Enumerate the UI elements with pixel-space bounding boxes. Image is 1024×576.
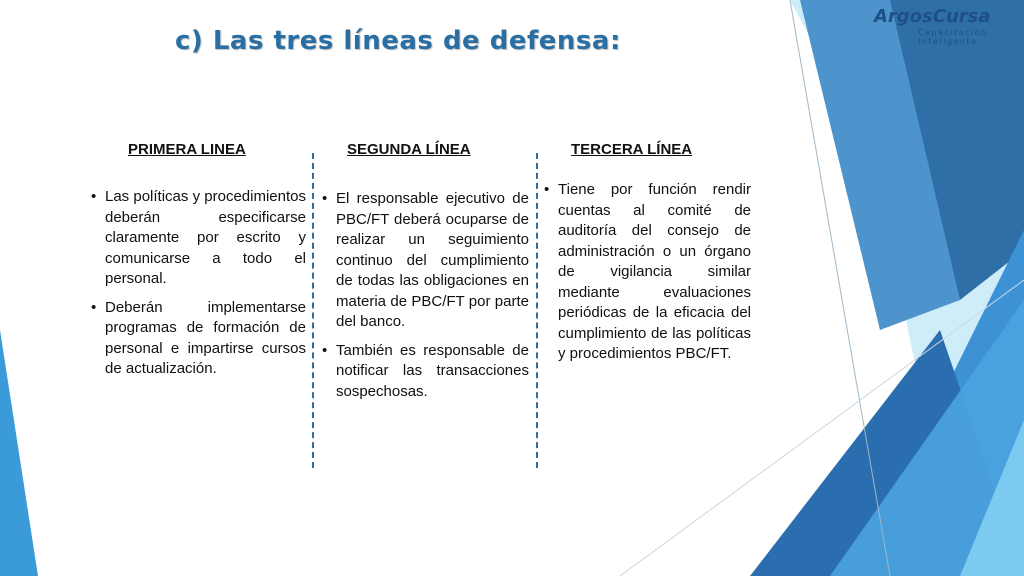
column-primera-linea: [91, 187, 306, 388]
logo-tagline-1: Capacitación: [918, 28, 988, 37]
bullet-item: • Las políticas y procedimientos deberán especificarse claramente por escrito y comunicarse a todo el personal.: [91, 187, 306, 290]
bullet-item: • Deberán implementarse programas de formación de personal e impartirse cursos de actualización.: [91, 298, 306, 380]
bullet-item: • También es responsable de notificar las transacciones sospechosas.: [322, 341, 529, 403]
bullet-item: • El responsable ejecutivo de PBC/FT deberá ocuparse de realizar un seguimiento continuo del cumplimiento de todas las obligaciones en materia de PBC/FT por parte del banco.: [322, 189, 529, 333]
column-tercera-linea: [544, 180, 751, 373]
argoscursa-logo: [872, 6, 1020, 46]
logo-tagline-2: Inteligente: [918, 37, 978, 46]
column-divider-1: [312, 153, 314, 468]
slide-title: c) Las tres líneas de defensa:: [175, 26, 621, 56]
left-stripe: [0, 330, 38, 576]
column-divider-2: [536, 153, 538, 468]
column-segunda-linea: [322, 189, 529, 410]
bullet-item: • Tiene por función rendir cuentas al comité de auditoría del consejo de administración o un órgano de vigilancia similar mediante evaluaciones periódicas de la eficacia del cumplimiento de las políticas y procedimientos PBC/FT.: [544, 180, 751, 365]
heading-tercera-linea: TERCERA LÍNEA: [571, 141, 693, 158]
heading-segunda-linea: SEGUNDA LÍNEA: [347, 141, 471, 158]
heading-primera-linea: PRIMERA LINEA: [128, 141, 246, 158]
logo-wordmark: ArgosCursa: [874, 6, 991, 27]
